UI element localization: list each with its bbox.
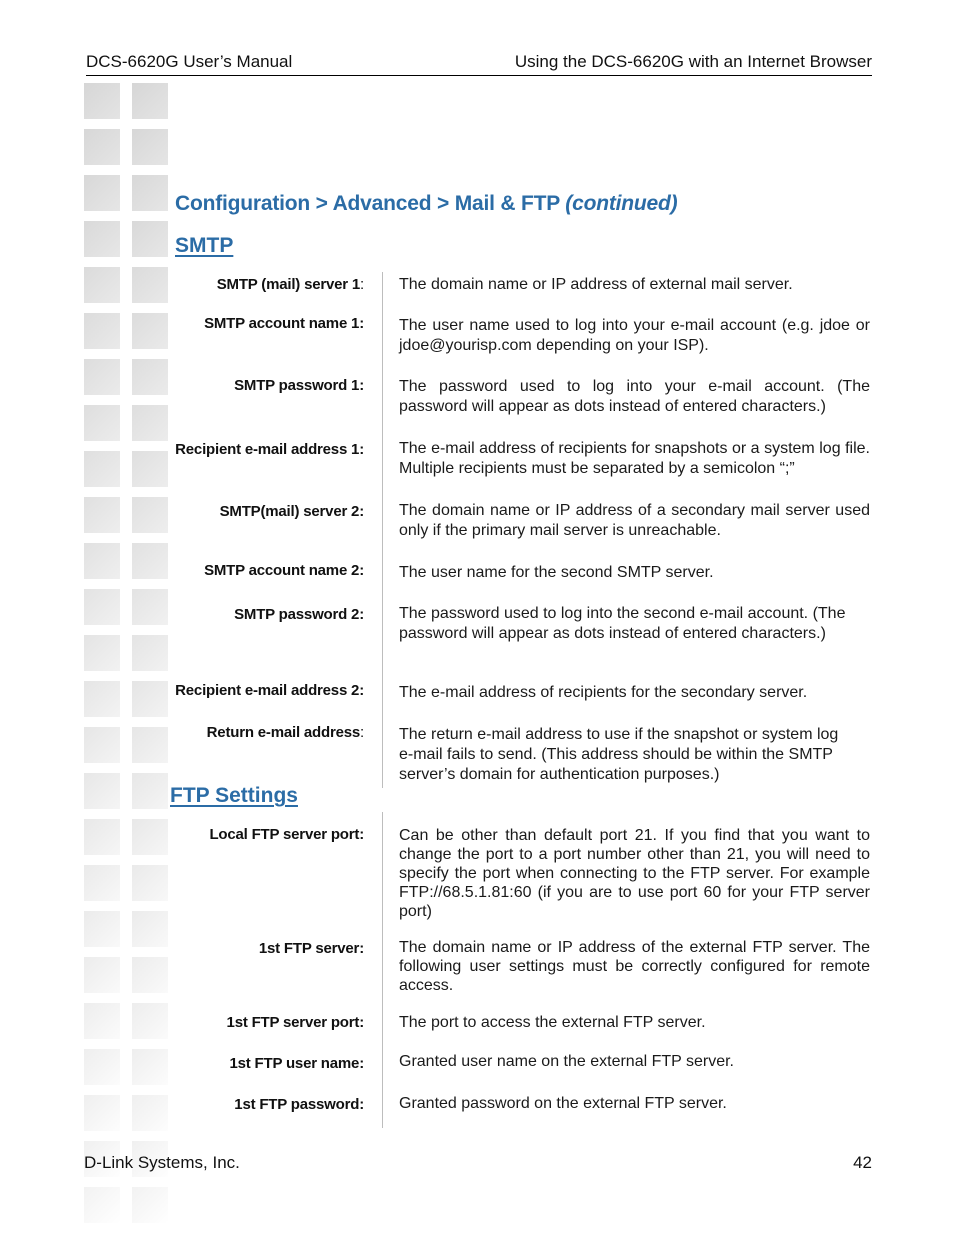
decorative-tile	[132, 911, 168, 947]
recipient-email-1-desc: The e-mail address of recipients for snapshots or a system log file. Multiple recipients must be separated by a semicolon “;”	[399, 440, 870, 477]
decorative-tile	[84, 83, 120, 119]
smtp-server-1-desc: The domain name or IP address of external mail server.	[399, 276, 793, 293]
decorative-tile	[132, 451, 168, 487]
decorative-tile	[132, 635, 168, 671]
decorative-tile	[84, 1003, 120, 1039]
decorative-tile	[84, 1049, 120, 1085]
page-header	[86, 50, 872, 76]
smtp-account-name-1-label: SMTP account name 1:	[204, 315, 364, 332]
smtp-server-1-label: SMTP (mail) server 1:	[216, 276, 364, 293]
decorative-tile	[132, 175, 168, 211]
decorative-tile	[84, 451, 120, 487]
decorative-tile	[132, 957, 168, 993]
decorative-tile	[132, 1003, 168, 1039]
first-ftp-password-label: 1st FTP password:	[234, 1096, 364, 1113]
decorative-tile	[132, 313, 168, 349]
ftp-divider	[382, 812, 383, 1128]
manual-title: DCS-6620G User’s Manual	[86, 52, 293, 71]
recipient-email-2-desc: The e-mail address of recipients for the secondary server.	[399, 684, 808, 701]
page-title-main: Configuration > Advanced > Mail & FTP	[175, 192, 566, 215]
decorative-tile	[132, 589, 168, 625]
decorative-tile	[132, 129, 168, 165]
first-ftp-server-port-desc: The port to access the external FTP server.	[399, 1014, 706, 1031]
smtp-password-1-label: SMTP password 1:	[234, 377, 364, 394]
decorative-tile	[132, 221, 168, 257]
decorative-tile	[84, 773, 120, 809]
ftp-settings-heading: FTP Settings	[170, 784, 298, 807]
return-email-label: Return e-mail address:	[206, 724, 364, 741]
recipient-email-1-label: Recipient e-mail address 1:	[175, 441, 364, 458]
decorative-tile	[132, 727, 168, 763]
decorative-tile	[132, 865, 168, 901]
decorative-tile	[84, 1187, 120, 1223]
decorative-tile	[84, 865, 120, 901]
decorative-tile	[132, 405, 168, 441]
decorative-tile	[84, 221, 120, 257]
decorative-tile	[132, 681, 168, 717]
decorative-tile	[84, 267, 120, 303]
smtp-server-2-label: SMTP(mail) server 2:	[219, 503, 364, 520]
smtp-account-name-2-label: SMTP account name 2:	[204, 562, 364, 579]
first-ftp-user-name-desc: Granted user name on the external FTP server.	[399, 1053, 734, 1070]
decorative-tile	[84, 819, 120, 855]
decorative-tile	[84, 175, 120, 211]
smtp-password-1-desc: The password used to log into your e-mail account. (The password will appear as dots instead of entered characters.)	[399, 378, 870, 415]
page-title	[175, 192, 677, 216]
smtp-password-2-label: SMTP password 2:	[234, 606, 364, 623]
decorative-tile	[132, 1049, 168, 1085]
decorative-tile	[132, 819, 168, 855]
decorative-tile	[84, 681, 120, 717]
decorative-tile	[132, 267, 168, 303]
first-ftp-server-port-label: 1st FTP server port:	[226, 1014, 364, 1031]
return-email-desc: The return e-mail address to use if the snapshot or system log e-mail fails to send. (This address should be within the SMTP server’s domain for authentication purposes.)	[399, 726, 839, 783]
smtp-server-2-desc: The domain name or IP address of a secondary mail server used only if the primary mail server is unreachable.	[399, 502, 870, 539]
decorative-tile	[84, 359, 120, 395]
decorative-tile	[84, 313, 120, 349]
decorative-tile	[132, 359, 168, 395]
smtp-password-2-desc: The password used to log into the second e-mail account. (The password will appear as dots instead of entered characters.)	[399, 605, 846, 642]
first-ftp-server-desc: The domain name or IP address of the external FTP server. The following user settings must be correctly configured for remote access.	[399, 939, 870, 994]
smtp-divider	[382, 272, 383, 788]
recipient-email-2-label: Recipient e-mail address 2:	[175, 682, 364, 699]
decorative-tile	[84, 129, 120, 165]
smtp-heading: SMTP	[175, 234, 234, 257]
decorative-tile	[84, 543, 120, 579]
first-ftp-user-name-label: 1st FTP user name:	[229, 1055, 364, 1072]
decorative-tile	[84, 727, 120, 763]
decorative-tile	[84, 405, 120, 441]
page-number: 42	[853, 1153, 872, 1172]
decorative-tile	[132, 497, 168, 533]
decorative-tile	[84, 911, 120, 947]
local-ftp-port-label: Local FTP server port:	[209, 826, 364, 843]
page-title-continued: (continued)	[565, 192, 678, 215]
smtp-account-name-2-desc: The user name for the second SMTP server.	[399, 564, 714, 581]
decorative-tile	[84, 1095, 120, 1131]
first-ftp-password-desc: Granted password on the external FTP server.	[399, 1095, 727, 1112]
decorative-tile	[84, 589, 120, 625]
chapter-title: Using the DCS-6620G with an Internet Browser	[514, 52, 872, 71]
first-ftp-server-label: 1st FTP server:	[258, 940, 364, 957]
local-ftp-port-desc: Can be other than default port 21. If you find that you want to change the port to a port number other than 21, you will need to specify the port when connecting to the FTP server. For example FTP://68.5.1.81:60 (if you are to use port 60 for your FTP server port)	[399, 827, 870, 920]
decorative-tile	[132, 83, 168, 119]
decorative-tile	[84, 497, 120, 533]
decorative-tile	[84, 635, 120, 671]
decorative-tile	[132, 773, 168, 809]
decorative-tile	[132, 1095, 168, 1131]
decorative-tile-column	[84, 83, 170, 1235]
decorative-tile	[132, 1187, 168, 1223]
decorative-tile	[84, 957, 120, 993]
decorative-tile	[132, 543, 168, 579]
smtp-account-name-1-desc: The user name used to log into your e-mail account (e.g. jdoe or jdoe@yourisp.com depending on your ISP).	[399, 317, 870, 354]
footer-company: D-Link Systems, Inc.	[84, 1153, 240, 1172]
